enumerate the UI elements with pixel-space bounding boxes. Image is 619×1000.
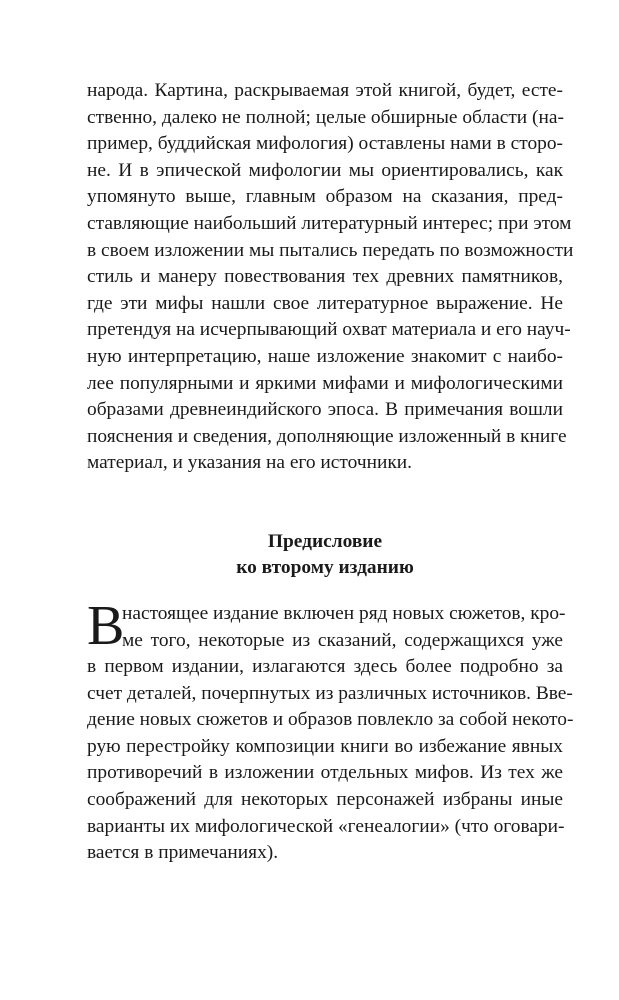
- text-line: лее популярными и яркими мифами и мифологическими: [87, 372, 563, 394]
- text-line: ме того, некоторые из сказаний, содержащихся уже: [122, 629, 563, 651]
- heading-line-1: Предисловие: [267, 530, 383, 552]
- heading-line-2: ко второму изданию: [236, 556, 414, 578]
- text-line: противоречий в изложении отдельных мифов. Из тех же: [87, 762, 563, 784]
- text-line: в своем изложении мы пытались передать по возможности: [87, 239, 574, 261]
- text-line: в первом издании, излагаются здесь более подробно за: [87, 656, 563, 678]
- text-line: не. И в эпической мифологии мы ориентировались, как: [87, 159, 563, 181]
- second-paragraph: [87, 594, 574, 867]
- section-heading: [87, 529, 563, 581]
- text-line: ную интерпретацию, наше изложение знакомит с наибо-: [87, 345, 563, 367]
- text-line: образами древнеиндийского эпоса. В примечания вошли: [87, 399, 563, 421]
- text-line: счет деталей, почерпнутых из различных источников. Вве-: [87, 682, 573, 704]
- text-line: варианты их мифологической «генеалогии» (что оговари-: [87, 815, 565, 837]
- intro-paragraph: [87, 78, 574, 477]
- text-line: ставляющие наибольший литературный интерес; при этом: [87, 212, 572, 234]
- text-line: ственно, далеко не полной; целые обширные области (на-: [87, 106, 564, 128]
- text-line: вается в примечаниях).: [87, 842, 279, 864]
- text-line: претендуя на исчерпывающий охват материала и его науч-: [87, 319, 571, 341]
- drop-cap: В: [87, 594, 125, 657]
- text-line: народа. Картина, раскрываемая этой книгой, будет, есте-: [87, 80, 563, 101]
- text-line: материал, и указания на его источники.: [87, 452, 412, 474]
- text-line: упомянуто выше, главным образом на сказания, пред-: [87, 186, 563, 208]
- text-line: стиль и манеру повествования тех древних памятников,: [87, 266, 563, 288]
- text-line: настоящее издание включен ряд новых сюжетов, кро-: [122, 602, 566, 624]
- text-line: пример, буддийская мифология) оставлены нами в сторо-: [87, 133, 563, 155]
- text-line: где эти мифы нашли свое литературное выражение. Не: [87, 292, 563, 314]
- text-line: дение новых сюжетов и образов повлекло за собой некото-: [87, 709, 574, 731]
- text-line: соображений для некоторых персонажей избраны иные: [87, 789, 563, 811]
- text-line: пояснения и сведения, дополняющие изложенный в книге: [87, 425, 567, 447]
- text-line: рую перестройку композиции книги во избежание явных: [87, 735, 563, 757]
- book-page: [87, 78, 574, 867]
